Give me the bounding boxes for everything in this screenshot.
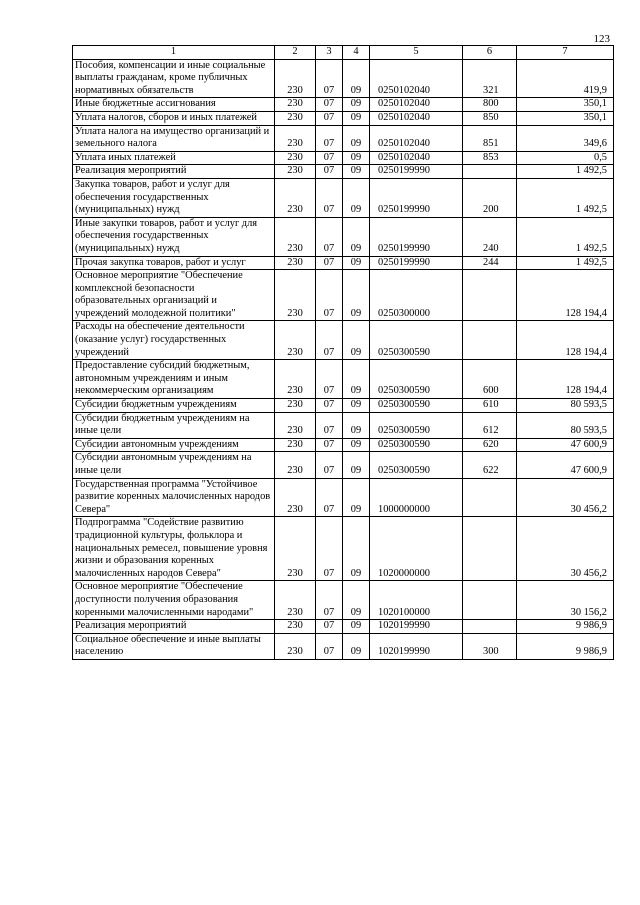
- column-number: 7: [517, 46, 614, 60]
- row-amount: 0,5: [517, 151, 614, 165]
- table-row: [73, 517, 614, 581]
- row-expense-type: [463, 581, 517, 620]
- row-ministry-code: 230: [275, 151, 316, 165]
- row-ministry-code: 230: [275, 59, 316, 98]
- row-subsection: 09: [343, 98, 370, 112]
- row-expense-type: 610: [463, 399, 517, 413]
- row-name: Основное мероприятие "Обеспечение комплексной безопасности образовательных организаций и учреждений молодежной политики": [73, 270, 275, 321]
- row-name: Субсидии бюджетным учреждениям: [73, 399, 275, 413]
- row-name: Субсидии автономным учреждениям на иные цели: [73, 452, 275, 478]
- row-name: Закупка товаров, работ и услуг для обеспечения государственных (муниципальных) нужд: [73, 178, 275, 217]
- row-target-code: 1020000000: [370, 517, 463, 581]
- table-row: [73, 360, 614, 399]
- row-name: Расходы на обеспечение деятельности (оказание услуг) государственных учреждений: [73, 321, 275, 360]
- row-expense-type: [463, 478, 517, 517]
- row-name: Уплата налогов, сборов и иных платежей: [73, 111, 275, 125]
- row-ministry-code: 230: [275, 517, 316, 581]
- row-section: 07: [316, 256, 343, 270]
- row-name: Реализация мероприятий: [73, 620, 275, 634]
- table-row: [73, 165, 614, 179]
- table-row: [73, 321, 614, 360]
- row-ministry-code: 230: [275, 165, 316, 179]
- row-subsection: 09: [343, 321, 370, 360]
- table-row: [73, 478, 614, 517]
- row-name: Субсидии бюджетным учреждениям на иные цели: [73, 412, 275, 438]
- row-target-code: 1020199990: [370, 633, 463, 659]
- row-target-code: 0250300590: [370, 412, 463, 438]
- row-expense-type: [463, 321, 517, 360]
- row-target-code: 1020199990: [370, 620, 463, 634]
- row-section: 07: [316, 478, 343, 517]
- row-section: 07: [316, 321, 343, 360]
- row-section: 07: [316, 412, 343, 438]
- row-expense-type: 300: [463, 633, 517, 659]
- row-subsection: 09: [343, 452, 370, 478]
- row-amount: 1 492,5: [517, 256, 614, 270]
- row-amount: 30 456,2: [517, 478, 614, 517]
- row-section: 07: [316, 98, 343, 112]
- row-amount: 128 194,4: [517, 321, 614, 360]
- row-amount: 30 156,2: [517, 581, 614, 620]
- row-section: 07: [316, 59, 343, 98]
- row-target-code: 0250300590: [370, 452, 463, 478]
- row-amount: 350,1: [517, 98, 614, 112]
- row-subsection: 09: [343, 620, 370, 634]
- row-target-code: 0250102040: [370, 111, 463, 125]
- budget-table: [72, 45, 614, 660]
- column-number: 5: [370, 46, 463, 60]
- row-target-code: 1000000000: [370, 478, 463, 517]
- row-target-code: 0250199990: [370, 178, 463, 217]
- row-expense-type: 200: [463, 178, 517, 217]
- row-target-code: 0250102040: [370, 125, 463, 151]
- row-target-code: 0250102040: [370, 151, 463, 165]
- row-expense-type: 321: [463, 59, 517, 98]
- row-section: 07: [316, 517, 343, 581]
- row-amount: 9 986,9: [517, 620, 614, 634]
- column-number: 1: [73, 46, 275, 60]
- row-subsection: 09: [343, 59, 370, 98]
- table-row: [73, 111, 614, 125]
- row-name: Основное мероприятие "Обеспечение доступности получения образования коренными малочисленными народами": [73, 581, 275, 620]
- table-row: [73, 59, 614, 98]
- row-ministry-code: 230: [275, 620, 316, 634]
- row-ministry-code: 230: [275, 581, 316, 620]
- row-amount: 1 492,5: [517, 178, 614, 217]
- row-name: Подпрограмма "Содействие развитию традиционной культуры, фольклора и национальных ремесел, повышение уровня жизни и образования коренных малочисленных народов Севера": [73, 517, 275, 581]
- row-ministry-code: 230: [275, 98, 316, 112]
- row-target-code: 0250199990: [370, 256, 463, 270]
- column-number: 3: [316, 46, 343, 60]
- column-number: 4: [343, 46, 370, 60]
- row-subsection: 09: [343, 360, 370, 399]
- row-subsection: 09: [343, 151, 370, 165]
- row-subsection: 09: [343, 438, 370, 452]
- page-number: 123: [593, 33, 610, 45]
- row-ministry-code: 230: [275, 360, 316, 399]
- row-amount: 30 456,2: [517, 517, 614, 581]
- row-target-code: 0250199990: [370, 217, 463, 256]
- row-amount: 128 194,4: [517, 270, 614, 321]
- column-number-row: [73, 46, 614, 60]
- table-row: [73, 217, 614, 256]
- row-subsection: 09: [343, 517, 370, 581]
- row-section: 07: [316, 399, 343, 413]
- row-section: 07: [316, 217, 343, 256]
- row-section: 07: [316, 633, 343, 659]
- row-amount: 80 593,5: [517, 399, 614, 413]
- row-ministry-code: 230: [275, 399, 316, 413]
- row-section: 07: [316, 165, 343, 179]
- column-number: 6: [463, 46, 517, 60]
- row-ministry-code: 230: [275, 256, 316, 270]
- row-target-code: 0250300590: [370, 321, 463, 360]
- row-ministry-code: 230: [275, 270, 316, 321]
- row-section: 07: [316, 360, 343, 399]
- row-expense-type: 851: [463, 125, 517, 151]
- row-expense-type: 600: [463, 360, 517, 399]
- row-name: Субсидии автономным учреждениям: [73, 438, 275, 452]
- row-expense-type: 800: [463, 98, 517, 112]
- row-section: 07: [316, 452, 343, 478]
- table-row: [73, 125, 614, 151]
- row-subsection: 09: [343, 399, 370, 413]
- row-ministry-code: 230: [275, 412, 316, 438]
- row-expense-type: [463, 270, 517, 321]
- row-expense-type: [463, 165, 517, 179]
- row-expense-type: 240: [463, 217, 517, 256]
- row-target-code: 0250102040: [370, 98, 463, 112]
- table-row: [73, 399, 614, 413]
- row-name: Государственная программа "Устойчивое развитие коренных малочисленных народов Севера": [73, 478, 275, 517]
- row-name: Иные закупки товаров, работ и услуг для обеспечения государственных (муниципальных) нужд: [73, 217, 275, 256]
- row-subsection: 09: [343, 270, 370, 321]
- row-name: Пособия, компенсации и иные социальные выплаты гражданам, кроме публичных нормативных обязательств: [73, 59, 275, 98]
- row-amount: 47 600,9: [517, 452, 614, 478]
- table-row: [73, 270, 614, 321]
- table-row: [73, 256, 614, 270]
- row-target-code: 0250300590: [370, 438, 463, 452]
- row-subsection: 09: [343, 165, 370, 179]
- row-section: 07: [316, 125, 343, 151]
- row-amount: 80 593,5: [517, 412, 614, 438]
- row-subsection: 09: [343, 217, 370, 256]
- row-amount: 128 194,4: [517, 360, 614, 399]
- row-name: Уплата иных платежей: [73, 151, 275, 165]
- row-subsection: 09: [343, 633, 370, 659]
- row-section: 07: [316, 111, 343, 125]
- row-expense-type: 622: [463, 452, 517, 478]
- row-section: 07: [316, 620, 343, 634]
- row-target-code: 0250300590: [370, 360, 463, 399]
- row-amount: 1 492,5: [517, 217, 614, 256]
- row-name: Иные бюджетные ассигнования: [73, 98, 275, 112]
- row-subsection: 09: [343, 256, 370, 270]
- row-subsection: 09: [343, 412, 370, 438]
- row-amount: 349,6: [517, 125, 614, 151]
- row-target-code: 0250300590: [370, 399, 463, 413]
- row-section: 07: [316, 270, 343, 321]
- row-name: Предоставление субсидий бюджетным, автономным учреждениям и иным некоммерческим организациям: [73, 360, 275, 399]
- row-subsection: 09: [343, 111, 370, 125]
- row-amount: 350,1: [517, 111, 614, 125]
- row-amount: 47 600,9: [517, 438, 614, 452]
- row-name: Социальное обеспечение и иные выплаты населению: [73, 633, 275, 659]
- row-expense-type: 620: [463, 438, 517, 452]
- table-row: [73, 151, 614, 165]
- table-row: [73, 452, 614, 478]
- row-section: 07: [316, 438, 343, 452]
- row-ministry-code: 230: [275, 125, 316, 151]
- row-subsection: 09: [343, 581, 370, 620]
- row-expense-type: 244: [463, 256, 517, 270]
- row-subsection: 09: [343, 478, 370, 517]
- column-number: 2: [275, 46, 316, 60]
- row-expense-type: [463, 517, 517, 581]
- row-section: 07: [316, 151, 343, 165]
- row-ministry-code: 230: [275, 633, 316, 659]
- row-ministry-code: 230: [275, 178, 316, 217]
- table-row: [73, 581, 614, 620]
- row-name: Уплата налога на имущество организаций и земельного налога: [73, 125, 275, 151]
- table-row: [73, 98, 614, 112]
- row-name: Реализация мероприятий: [73, 165, 275, 179]
- row-name: Прочая закупка товаров, работ и услуг: [73, 256, 275, 270]
- row-section: 07: [316, 178, 343, 217]
- row-section: 07: [316, 581, 343, 620]
- row-target-code: 0250300000: [370, 270, 463, 321]
- row-target-code: 0250102040: [370, 59, 463, 98]
- table-row: [73, 633, 614, 659]
- row-subsection: 09: [343, 178, 370, 217]
- row-expense-type: [463, 620, 517, 634]
- row-amount: 9 986,9: [517, 633, 614, 659]
- row-expense-type: 850: [463, 111, 517, 125]
- row-ministry-code: 230: [275, 217, 316, 256]
- row-subsection: 09: [343, 125, 370, 151]
- row-ministry-code: 230: [275, 478, 316, 517]
- row-expense-type: 612: [463, 412, 517, 438]
- row-ministry-code: 230: [275, 321, 316, 360]
- table-row: [73, 178, 614, 217]
- row-target-code: 0250199990: [370, 165, 463, 179]
- row-amount: 419,9: [517, 59, 614, 98]
- row-ministry-code: 230: [275, 438, 316, 452]
- row-target-code: 1020100000: [370, 581, 463, 620]
- row-amount: 1 492,5: [517, 165, 614, 179]
- row-ministry-code: 230: [275, 111, 316, 125]
- table-row: [73, 412, 614, 438]
- table-row: [73, 438, 614, 452]
- row-ministry-code: 230: [275, 452, 316, 478]
- table-row: [73, 620, 614, 634]
- row-expense-type: 853: [463, 151, 517, 165]
